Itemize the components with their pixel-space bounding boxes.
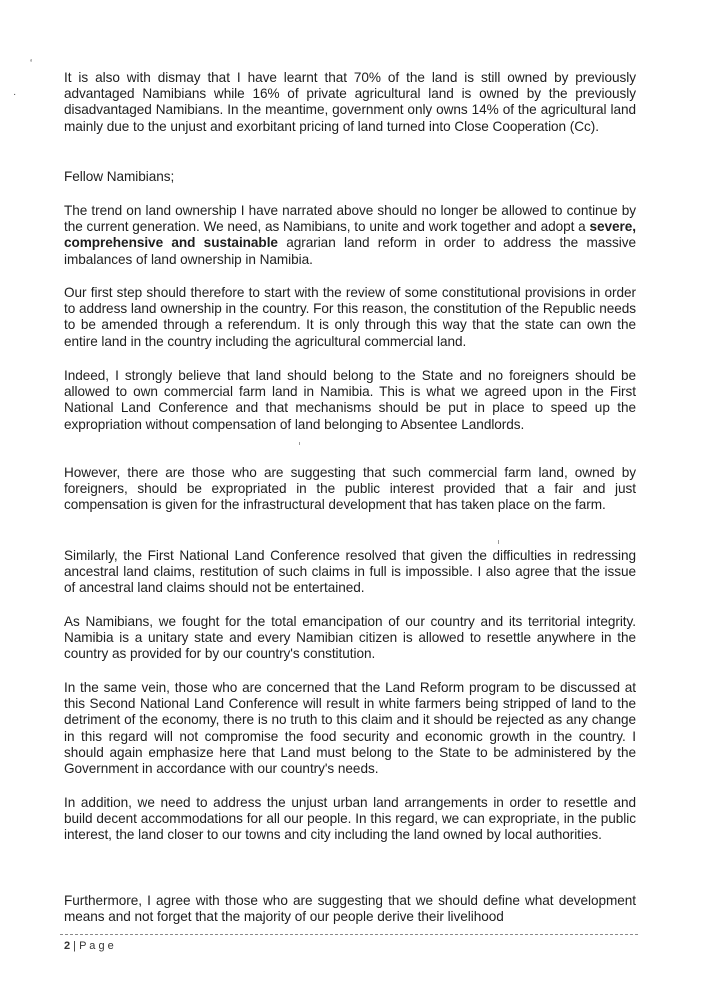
paragraph-compensation: However, there are those who are suggesting that such commercial farm land, owned by foreigners, should be expropriated in the public interest provided that a fair and just compensation is given for the infrastructural development that has taken place on the farm. (64, 465, 636, 513)
scan-mark (299, 442, 300, 445)
page-number: 2 (64, 940, 71, 952)
paragraph-land-ownership-stats: It is also with dismay that I have learnt that 70% of the land is still owned by previously advantaged Namibians while 16% of private agricultural land is owned by the previously disadvantaged Namibians. In the meantime, government only owns 14% of the agricultural land mainly due to the unjust and exorbitant pricing of land turned into Close Cooperation (Cc). (64, 70, 636, 134)
paragraph-salutation: Fellow Namibians; (64, 169, 175, 184)
paragraph-unitary-state: As Namibians, we fought for the total emancipation of our country and its territorial integrity. Namibia is a unitary state and every Namibian citizen is allowed to resettle anywhere in the country as provided for by our country's constitution. (64, 614, 636, 662)
paragraph-trend-text-b: agrarian land reform in order to address the massive imbalances of land ownership in Namibia. (64, 235, 636, 267)
paragraph-trend (64, 203, 636, 268)
paragraph-trend-bold: severe, comprehensive and sustainable (64, 219, 636, 251)
scan-speck: · (13, 89, 17, 100)
footer-divider (60, 934, 638, 935)
paragraph-ancestral-claims: Similarly, the First National Land Conference resolved that given the difficulties in redressing ancestral land claims, restitution of such claims in full is impossible. I also agree that the issue of ancestral land claims should not be entertained. (64, 548, 636, 596)
page-footer (64, 940, 114, 952)
paragraph-constitution: Our first step should therefore to start with the review of some constitutional provisions in order to address land ownership in the country. For this reason, the constitution of the Republic needs to be amended through a referendum. It is only through this way that the state can own the entire land in the country including the agricultural commercial land. (64, 285, 636, 349)
page-separator: | (70, 940, 80, 952)
paragraph-urban-land: In addition, we need to address the unjust urban land arrangements in order to resettle and build decent accommodations for all our people. In this regard, we can expropriate, in the public interest, the land closer to our towns and city including the land owned by local authorities. (64, 795, 636, 843)
paragraph-state-land: Indeed, I strongly believe that land should belong to the State and no foreigners should be allowed to own commercial farm land in Namibia. This is what we agreed upon in the First National Land Conference and that mechanisms should be put in place to speed up the expropriation without compensation of land belonging to Absentee Landlords. (64, 368, 636, 432)
scan-speck: ‘ (30, 58, 33, 69)
page-label: P a g e (79, 940, 114, 952)
scan-mark (498, 540, 499, 544)
paragraph-trend-text-a: The trend on land ownership I have narrated above should no longer be allowed to continue by the current generation. We need, as Namibians, to unite and work together and adopt a (64, 203, 636, 235)
paragraph-development: Furthermore, I agree with those who are suggesting that we should define what development means and not forget that the majority of our people derive their livelihood (64, 893, 636, 925)
paragraph-same-vein: In the same vein, those who are concerned that the Land Reform program to be discussed at this Second National Land Conference will result in white farmers being stripped of land to the detriment of the economy, there is no truth to this claim and it should be rejected as any change in this regard will not compromise the food security and economic growth in the country. I should again emphasize here that Land must belong to the State to be administered by the Government in accordance with our country's needs. (64, 680, 636, 777)
